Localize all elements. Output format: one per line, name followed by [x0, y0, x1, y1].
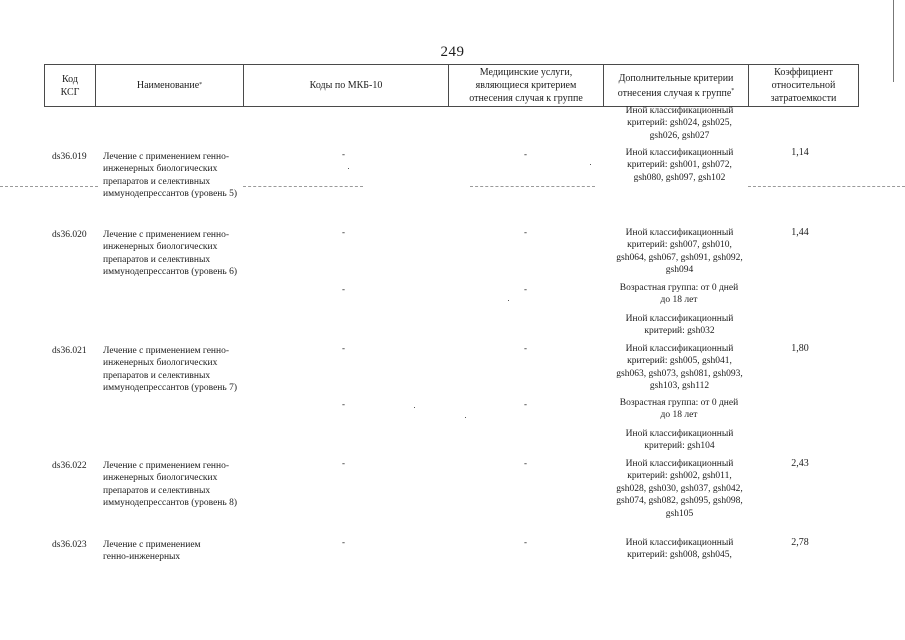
row-icd: -	[342, 227, 345, 237]
row-criteria: Иной классификационный критерий: gsh001, gsh072, gsh080, gsh097, gsh102	[625, 148, 734, 183]
header-icd	[244, 65, 448, 106]
scan-artifact-line	[470, 186, 595, 187]
scan-speck	[465, 417, 466, 418]
header-criteria-label: Дополнительные критерии отнесения случая к группе	[617, 72, 734, 99]
row-icd-secondary: -	[342, 399, 345, 409]
col-divider	[858, 64, 859, 107]
row-criteria-age: Возрастная группа: от 0 дней до 18 лет	[619, 398, 739, 421]
header-code-text: Код КСГ	[60, 73, 80, 98]
row-criteria-age: Возрастная группа: от 0 дней до 18 лет	[619, 283, 739, 306]
row-name: Лечение с применением генно-инженерных биологических препаратов и селективных иммунодепрессантов (уровень 7)	[103, 346, 238, 394]
header-criteria-text	[608, 72, 744, 100]
header-icd-text: Коды по МКБ-10	[309, 80, 383, 91]
row-code: ds36.023	[52, 540, 87, 550]
header-services-text: Медицинские услуги, являющиеся критерием отнесения случая к группе	[469, 67, 583, 104]
header-name	[96, 65, 243, 106]
page-number: 249	[440, 44, 465, 60]
row-criteria-extra: Иной классификационный критерий: gsh032	[625, 314, 734, 337]
header-criteria-mark: *	[731, 87, 735, 94]
scan-speck	[508, 300, 509, 301]
row-coefficient: 1,44	[791, 227, 809, 238]
header-code	[45, 65, 95, 106]
row-criteria: Иной классификационный критерий: gsh007, gsh010, gsh064, gsh067, gsh091, gsh092, gsh094	[616, 228, 743, 276]
row-icd: -	[342, 343, 345, 353]
row-code: ds36.021	[52, 346, 87, 356]
row-services: -	[524, 343, 527, 353]
header-services	[449, 65, 603, 106]
scan-speck	[414, 407, 415, 408]
row-icd: -	[342, 149, 345, 159]
scan-speck	[348, 168, 349, 169]
row-services: -	[524, 458, 527, 468]
row-name: Лечение с применением генно-инженерных биологических препаратов и селективных иммунодепрессантов (уровень 5)	[103, 152, 238, 200]
scan-artifact-line	[748, 186, 905, 187]
row-coefficient: 1,80	[791, 343, 809, 354]
row-icd-secondary: -	[342, 284, 345, 294]
row-criteria: Иной классификационный критерий: gsh005, gsh041, gsh063, gsh073, gsh081, gsh093, gsh103, gsh112	[616, 344, 743, 392]
carryover-criteria: Иной классификационный критерий: gsh024, gsh025, gsh026, gsh027	[625, 106, 734, 141]
header-coefficient-text: Коэффициент относительной затратоемкости	[770, 67, 837, 104]
header-name-text: Наименование	[136, 80, 200, 91]
row-coefficient: 2,78	[791, 537, 809, 548]
row-code: ds36.022	[52, 461, 87, 471]
row-criteria: Иной классификационный критерий: gsh008, gsh045,	[625, 538, 734, 561]
row-code: ds36.020	[52, 230, 87, 240]
row-name: Лечение с применением генно-инженерных биологических препаратов и селективных иммунодепрессантов (уровень 8)	[103, 461, 238, 509]
row-icd: -	[342, 537, 345, 547]
scan-artifact-line	[243, 186, 363, 187]
row-code: ds36.019	[52, 152, 87, 162]
page-edge-mark	[893, 0, 894, 82]
header-criteria	[604, 65, 748, 106]
scan-speck	[590, 164, 591, 165]
row-icd: -	[342, 458, 345, 468]
row-name: Лечение с применением генно-инженерных	[103, 540, 201, 563]
row-services: -	[524, 149, 527, 159]
row-criteria-extra: Иной классификационный критерий: gsh104	[625, 429, 734, 452]
row-coefficient: 2,43	[791, 458, 809, 469]
row-coefficient: 1,14	[791, 147, 809, 158]
row-services: -	[524, 227, 527, 237]
header-name-mark: *	[199, 82, 203, 88]
header-coefficient	[749, 65, 858, 106]
row-criteria: Иной классификационный критерий: gsh002, gsh011, gsh028, gsh030, gsh037, gsh042, gsh074, gsh082, gsh095, gsh098, gsh105	[616, 459, 743, 519]
row-services: -	[524, 537, 527, 547]
row-name: Лечение с применением генно-инженерных биологических препаратов и селективных иммунодепрессантов (уровень 6)	[103, 230, 238, 278]
row-services-secondary: -	[524, 399, 527, 409]
scan-artifact-line	[0, 186, 98, 187]
row-services-secondary: -	[524, 284, 527, 294]
